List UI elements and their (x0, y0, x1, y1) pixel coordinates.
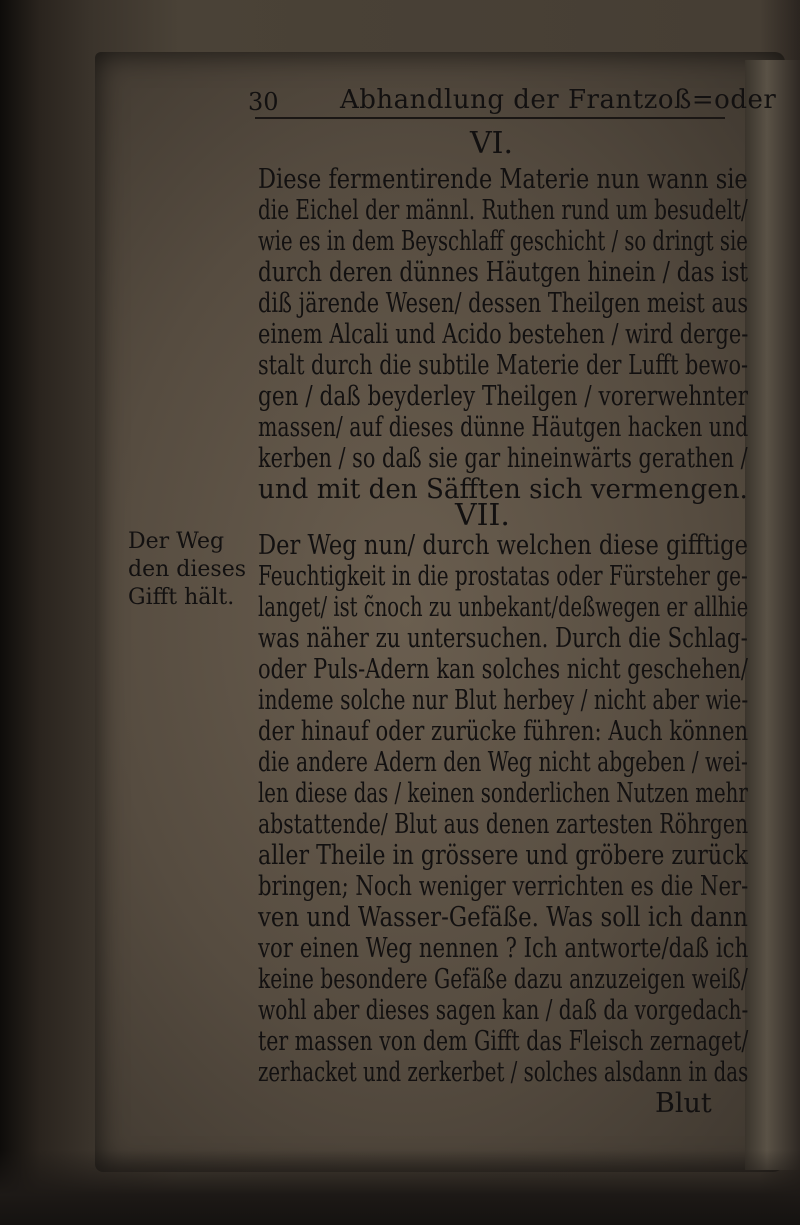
text-line: len diese das / keinen sonderlichen Nutzen mehr (258, 778, 748, 809)
catchword: Blut (655, 1088, 712, 1119)
text-line: massen/ auf dieses dünne Häutgen hacken und (258, 412, 749, 443)
running-title: Abhandlung der Frantzoß=oder (340, 85, 777, 115)
text-line: kerben / so daß sie gar hineinwärts gerathen / (258, 443, 748, 474)
text-line: gen / daß beyderley Theilgen / vorerwehnter (258, 381, 749, 412)
text-line: die andere Adern den Weg nicht abgeben / wei- (258, 747, 748, 778)
text-line: bringen; Noch weniger verrichten es die Ner- (258, 871, 749, 902)
page-edge (745, 60, 800, 1170)
text-line: zerhacket und zerkerbet / solches alsdann in das (258, 1057, 749, 1088)
text-line: einem Alcali und Acido bestehen / wird derge- (258, 319, 749, 350)
text-line: ter massen von dem Gifft das Fleisch zernaget/ (258, 1026, 749, 1057)
text-line: diß järende Wesen/ dessen Theilgen meist aus (258, 288, 749, 319)
text-line: indeme solche nur Blut herbey / nicht aber wie- (258, 685, 749, 716)
bottom-shadow (0, 1150, 800, 1225)
text-line: langet/ ist c̃noch zu unbekant/deßwegen er allhie (258, 592, 749, 623)
section-number-vi: VI. (470, 126, 514, 161)
text-line: stalt durch die subtile Materie der Lufft bewo- (258, 350, 748, 381)
text-line: die Eichel der männl. Ruthen rund um besudelt/ (258, 195, 748, 226)
header-rule (255, 117, 725, 119)
margin-note-line: den dieses (128, 557, 247, 582)
text-line: vor einen Weg nennen ? Ich antworte/daß ich (258, 933, 749, 964)
text-line: abstattende/ Blut aus denen zartesten Röhrgen (258, 809, 749, 840)
margin-note-line: Gifft hält. (128, 585, 235, 610)
margin-note-line: Der Weg (128, 529, 225, 554)
text-line: Der Weg nun/ durch welchen diese gifftige (258, 530, 748, 561)
text-line: ven und Wasser-Gefäße. Was soll ich dann (258, 902, 748, 933)
page-number: 30 (248, 88, 279, 116)
text-line: oder Puls-Adern kan solches nicht geschehen/ (258, 654, 748, 685)
text-line: keine besondere Gefäße dazu anzuzeigen weiß/ (258, 964, 748, 995)
text-line: durch deren dünnes Häutgen hinein / das ist (258, 257, 749, 288)
text-line: wohl aber dieses sagen kan / daß da vorgedach- (258, 995, 749, 1026)
section-number-vii: VII. (455, 498, 510, 533)
text-line: aller Theile in grössere und gröbere zurück (258, 840, 748, 871)
text-line: wie es in dem Beyschlaff geschicht / so dringt sie (258, 226, 748, 257)
text-line: Diese fermentirende Materie nun wann sie (258, 164, 748, 195)
text-line: Feuchtigkeit in die prostatas oder Fürsteher ge- (258, 561, 748, 592)
text-line: der hinauf oder zurücke führen: Auch können (258, 716, 749, 747)
text-line: und mit den Säfften sich vermengen. (258, 474, 748, 505)
text-line: was näher zu untersuchen. Durch die Schlag- (258, 623, 748, 654)
